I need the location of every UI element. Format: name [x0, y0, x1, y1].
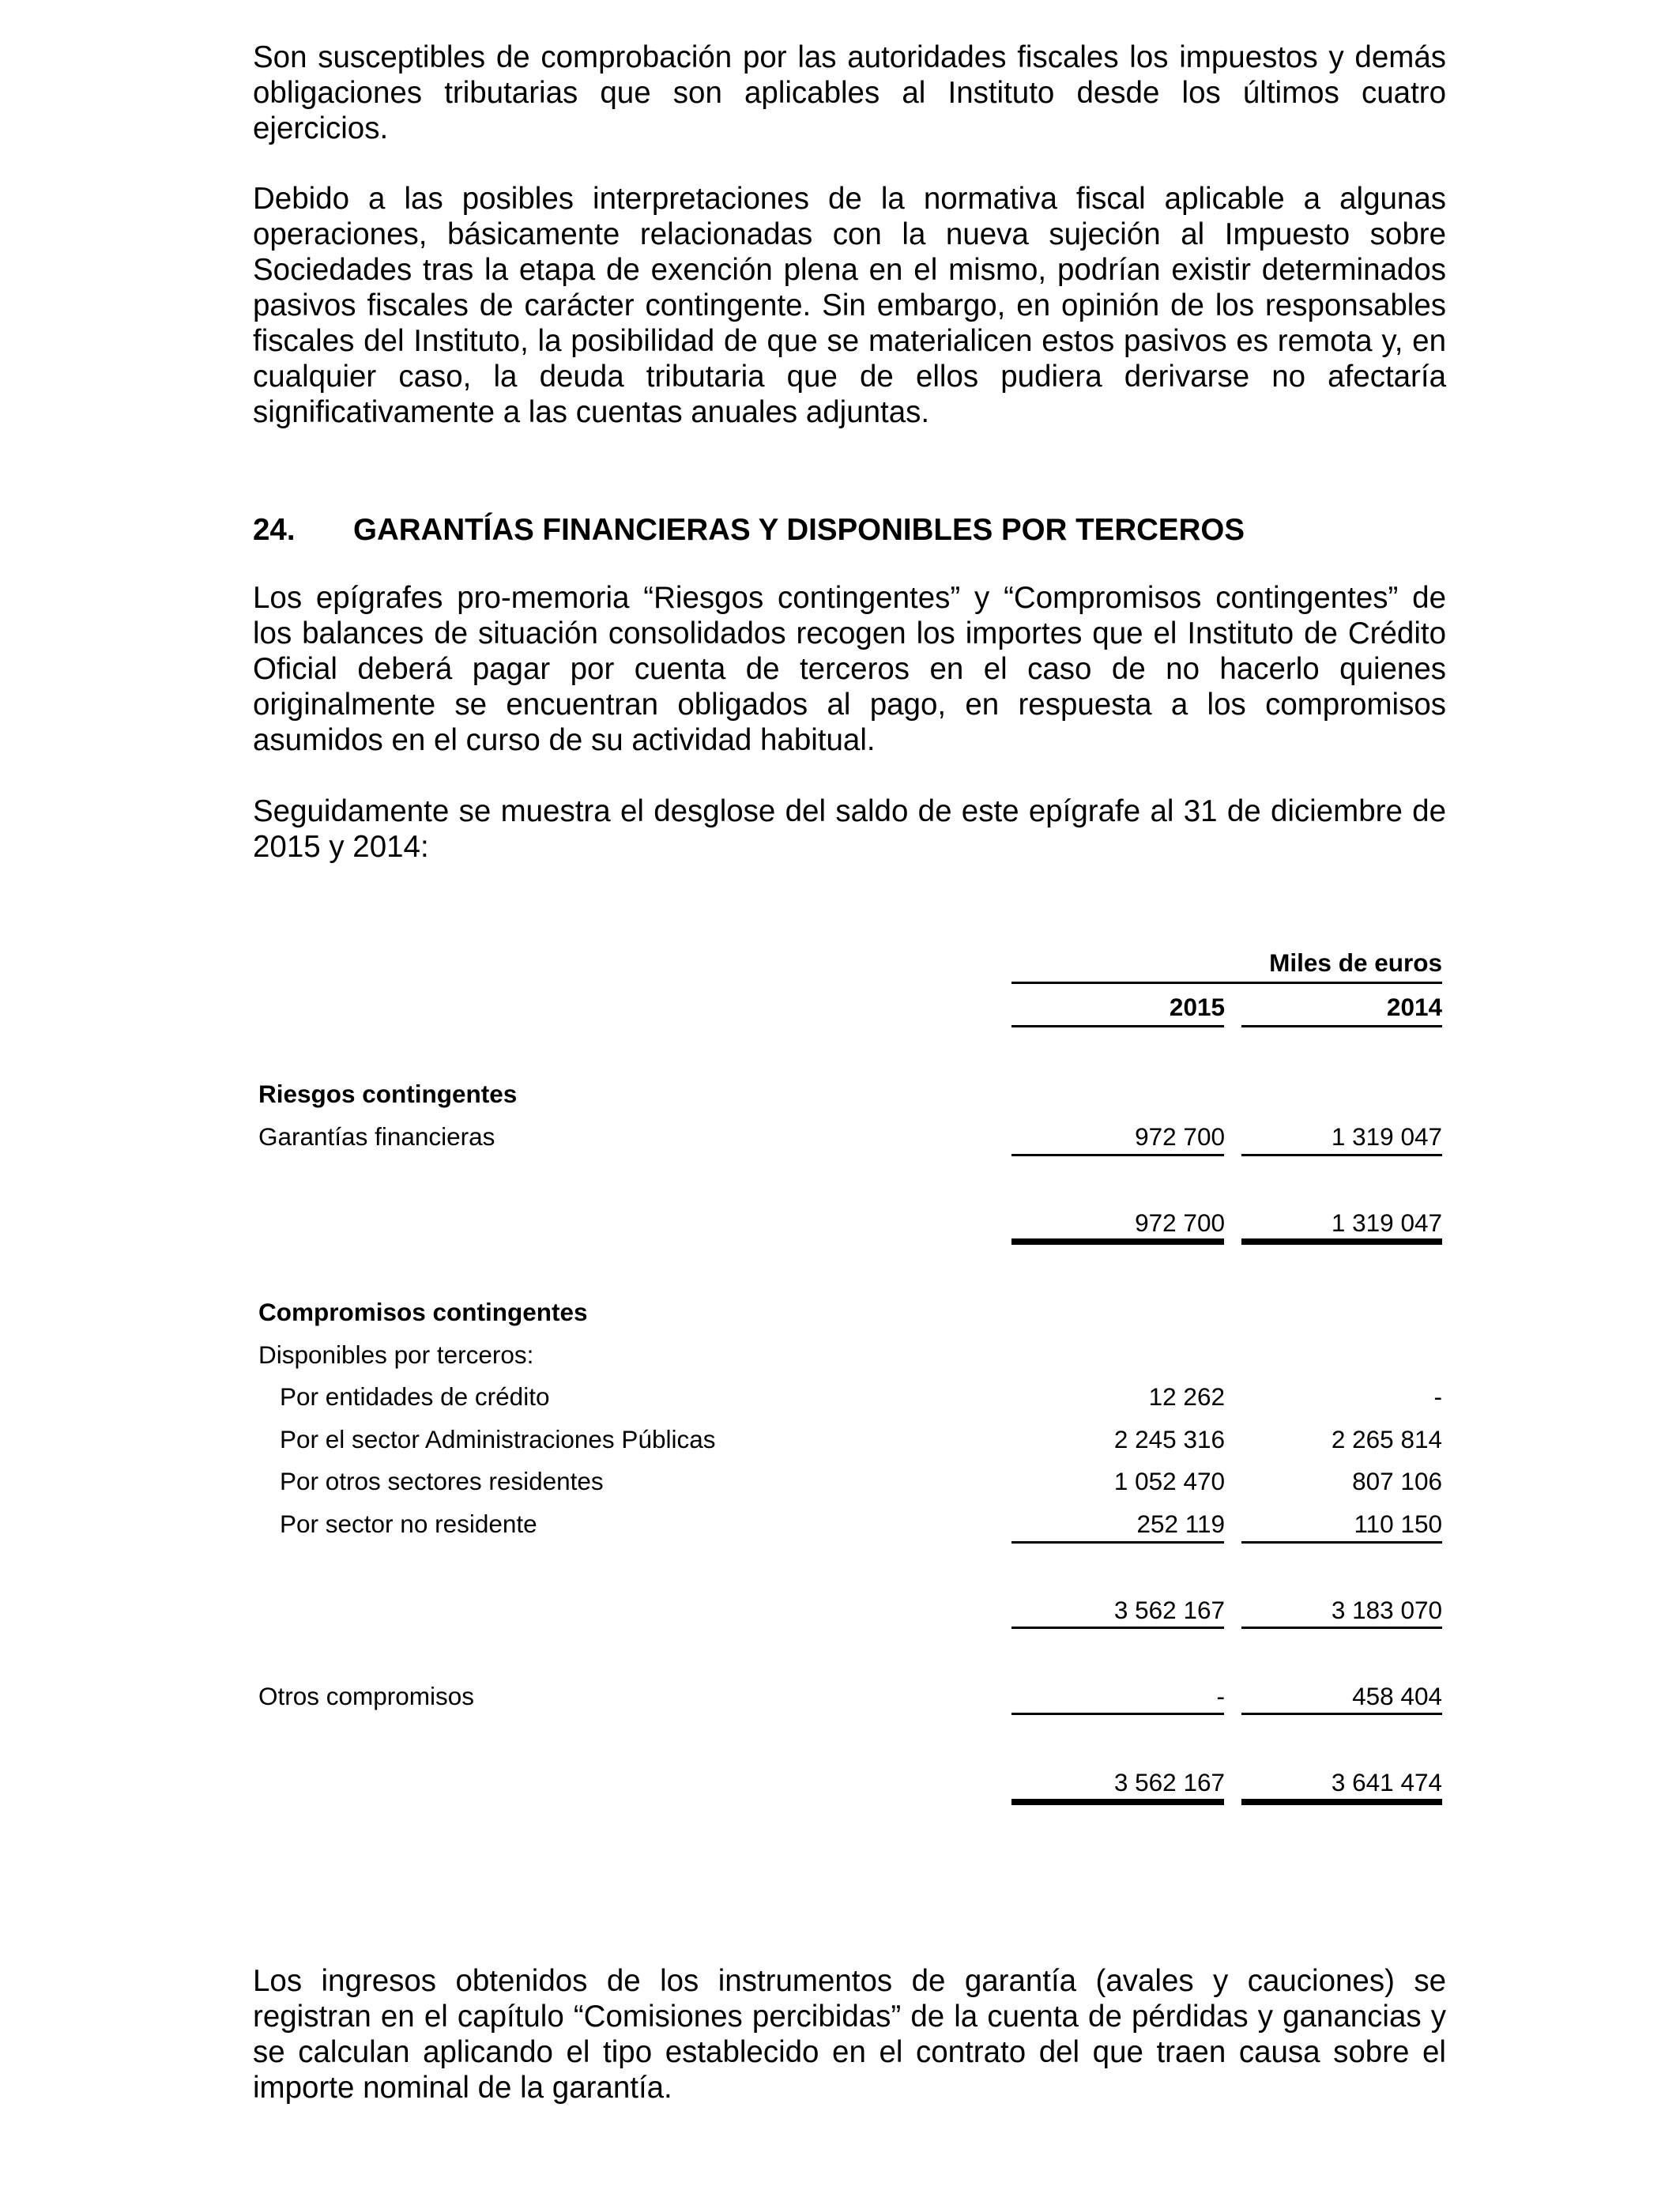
cell-administraciones-publicas-2014: 2 265 814: [1331, 1425, 1442, 1453]
paragraph-tax-inspection: Son susceptibles de comprobación por las autoridades fiscales los impuestos y demás obligaciones tributarias que son aplicables al Instituto desde los últimos cuatro ejercicios.: [253, 40, 1446, 145]
rule-otros-compromisos-2014: [1241, 1713, 1442, 1715]
cell-administraciones-publicas-2015: 2 245 316: [1113, 1425, 1225, 1453]
paragraph-guarantee-income: Los ingresos obtenidos de los instrumentos de garantía (avales y cauciones) se registran en el capítulo “Comisiones percibidas” de la cuenta de pérdidas y ganancias y se calculan aplicando el tipo establecido en el contrato del que traen causa sobre el importe nominal de la garantía.: [253, 1964, 1446, 2105]
row-label-otros-compromisos: Otros compromisos: [258, 1682, 475, 1710]
row-label-disponibles: Disponibles por terceros:: [258, 1340, 534, 1369]
section-label-riesgos: Riesgos contingentes: [258, 1080, 518, 1108]
rule-no-residente-2014: [1241, 1541, 1442, 1544]
cell-entidades-credito-2015: 12 262: [1148, 1382, 1225, 1411]
total-rule-compromisos-2015: [1011, 1799, 1224, 1805]
rule-otros-compromisos-2015: [1011, 1713, 1224, 1715]
cell-compromisos-total-2015: 3 562 167: [1113, 1768, 1225, 1796]
table-unit-header: Miles de euros: [1269, 948, 1442, 977]
rule-subtotal-2015: [1011, 1627, 1224, 1629]
column-header-rule-2015: [1011, 1025, 1224, 1027]
cell-disponibles-subtotal-2015: 3 562 167: [1113, 1596, 1225, 1624]
column-header-rule-2014: [1241, 1025, 1442, 1027]
section-label-compromisos: Compromisos contingentes: [258, 1298, 588, 1326]
cell-otros-sectores-2014: 807 106: [1352, 1467, 1442, 1495]
total-rule-riesgos-2015: [1011, 1238, 1224, 1245]
paragraph-breakdown-intro: Seguidamente se muestra el desglose del saldo de este epígrafe al 31 de diciembre de 2015 y 2014:: [253, 794, 1446, 864]
cell-garantias-2015: 972 700: [1135, 1122, 1225, 1151]
column-header-2014: 2014: [1386, 993, 1442, 1021]
rule-garantias-2014: [1241, 1154, 1442, 1156]
row-label-no-residente: Por sector no residente: [280, 1510, 537, 1538]
cell-entidades-credito-2014: -: [1433, 1382, 1442, 1411]
cell-disponibles-subtotal-2014: 3 183 070: [1331, 1596, 1442, 1624]
paragraph-pro-memoria: Los epígrafes pro-memoria “Riesgos contingentes” y “Compromisos contingentes” de los balances de situación consolidados recogen los importes que el Instituto de Crédito Oficial deberá pagar por cuenta de terceros en el caso de no hacerlo quienes originalmente se encuentran obligados al pago, en respuesta a los compromisos asumidos en el curso de su actividad habitual.: [253, 581, 1446, 757]
row-label-otros-sectores: Por otros sectores residentes: [280, 1467, 604, 1495]
total-rule-riesgos-2014: [1241, 1238, 1442, 1245]
section-heading: [253, 512, 1245, 548]
rule-garantias-2015: [1011, 1154, 1224, 1156]
rule-subtotal-2014: [1241, 1627, 1442, 1629]
column-header-2015: 2015: [1169, 993, 1225, 1021]
section-title: GARANTÍAS FINANCIERAS Y DISPONIBLES POR TERCEROS: [353, 513, 1245, 547]
cell-no-residente-2015: 252 119: [1136, 1510, 1225, 1538]
row-label-administraciones-publicas: Por el sector Administraciones Públicas: [280, 1425, 716, 1453]
row-label-entidades-credito: Por entidades de crédito: [280, 1382, 550, 1411]
paragraph-tax-interpretation: Debido a las posibles interpretaciones de la normativa fiscal aplicable a algunas operaciones, básicamente relacionadas con la nueva sujeción al Impuesto sobre Sociedades tras la etapa de exención plena en el mismo, podrían existir determinados pasivos fiscales de carácter contingente. Sin embargo, en opinión de los responsables fiscales del Instituto, la posibilidad de que se materialicen estos pasivos es remota y, en cualquier caso, la deuda tributaria que de ellos pudiera derivarse no afectaría significativamente a las cuentas anuales adjuntas.: [253, 182, 1446, 429]
row-label-garantias: Garantías financieras: [258, 1122, 495, 1151]
table-header-rule: [1011, 982, 1442, 984]
cell-riesgos-total-2014: 1 319 047: [1331, 1208, 1442, 1237]
cell-garantias-2014: 1 319 047: [1331, 1122, 1442, 1151]
total-rule-compromisos-2014: [1241, 1799, 1442, 1805]
section-number: 24.: [253, 513, 296, 547]
cell-riesgos-total-2015: 972 700: [1135, 1208, 1225, 1237]
cell-no-residente-2014: 110 150: [1354, 1510, 1442, 1538]
cell-otros-compromisos-2015: -: [1216, 1682, 1225, 1710]
cell-compromisos-total-2014: 3 641 474: [1331, 1768, 1442, 1796]
rule-no-residente-2015: [1011, 1541, 1224, 1544]
cell-otros-sectores-2015: 1 052 470: [1113, 1467, 1225, 1495]
cell-otros-compromisos-2014: 458 404: [1352, 1682, 1442, 1710]
